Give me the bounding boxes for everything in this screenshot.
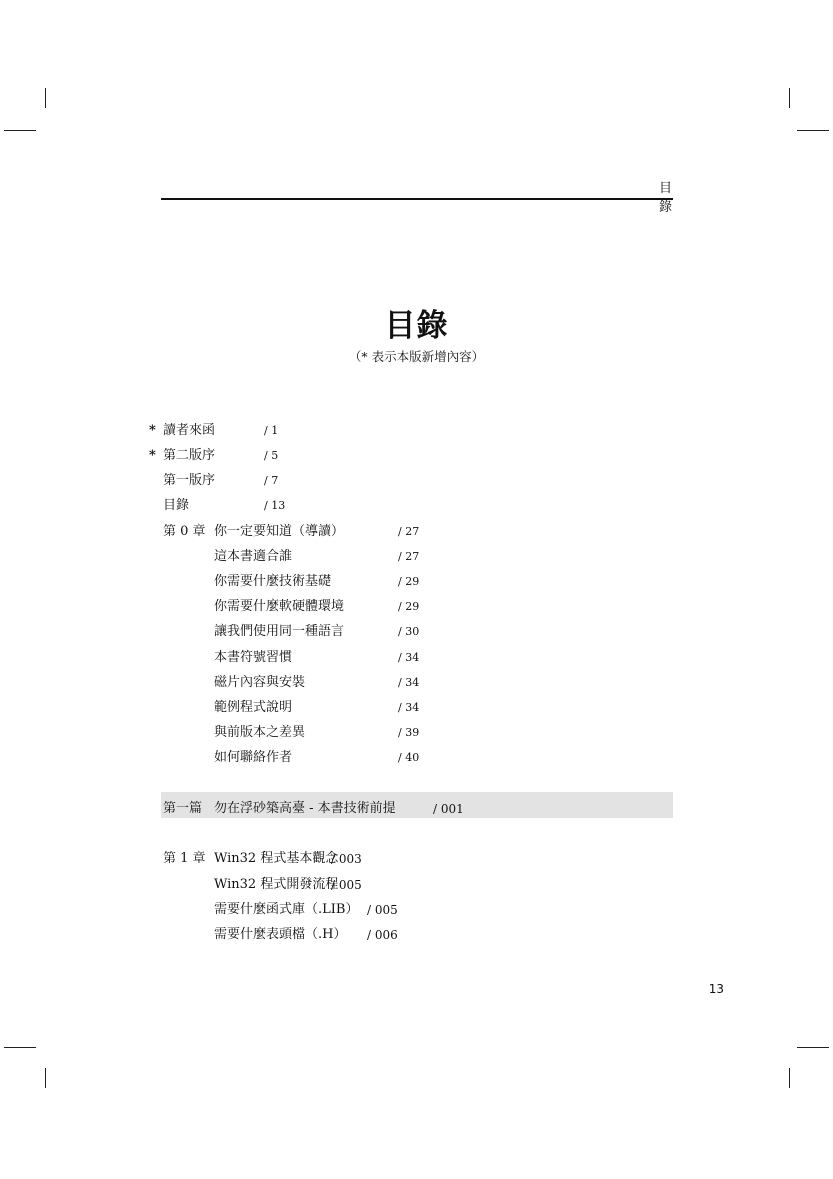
toc-entry-label: 範例程式說明: [214, 700, 293, 715]
toc-entry-label: 需要什麼表頭檔（.H）: [214, 927, 347, 942]
toc-entry-label: 磁片內容與安裝: [214, 675, 306, 690]
page-number: 13: [708, 982, 724, 996]
header-rule: [161, 198, 673, 200]
crop-mark: [797, 130, 829, 131]
toc-entry-label: 讓我們使用同一種語言: [214, 624, 345, 639]
page-title: 目錄: [384, 308, 449, 344]
toc-entry-page: / 27: [398, 550, 420, 563]
crop-mark: [4, 130, 36, 131]
toc-entry-label: 你需要什麼技術基礎: [214, 574, 332, 589]
toc-entry-page: / 001: [433, 802, 464, 816]
toc-entry-page: / 7: [264, 474, 279, 487]
new-marker: *: [149, 448, 156, 463]
toc-entry-label: 目錄: [163, 498, 190, 513]
toc-entry-label: 你一定要知道（導讀）: [214, 524, 345, 539]
crop-mark: [789, 1068, 790, 1088]
toc-entry-page: / 34: [398, 676, 420, 689]
toc-entry-page: / 29: [398, 600, 420, 613]
toc-entry-page: / 13: [264, 499, 286, 512]
crop-mark: [45, 88, 46, 108]
toc-entry-label: 讀者來函: [163, 423, 216, 438]
toc-entry-page: / 34: [398, 701, 420, 714]
toc-entry-label: 與前版本之差異: [214, 725, 306, 740]
toc-entry-label: 本書符號習慣: [214, 650, 293, 665]
part-label: 第一篇: [163, 801, 203, 816]
crop-mark: [45, 1068, 46, 1088]
toc-entry-label: 第二版序: [163, 448, 216, 463]
page-subtitle: （* 表示本版新增內容）: [348, 349, 485, 364]
toc-entry-page: / 40: [398, 751, 420, 764]
toc-entry-page: / 29: [398, 575, 420, 588]
toc-entry-page: / 39: [398, 726, 420, 739]
toc-entry-label: 你需要什麼軟硬體環境: [214, 599, 345, 614]
toc-entry-label: 第一版序: [163, 473, 216, 488]
running-head: 目 錄: [658, 181, 674, 215]
toc-entry-page: / 006: [367, 928, 398, 942]
toc-entry-page: / 005: [331, 878, 362, 892]
toc-entry-label: 需要什麼函式庫（.LIB）: [214, 902, 359, 917]
toc-entry-page: / 34: [398, 651, 420, 664]
chapter-label: 第 1 章: [163, 851, 206, 866]
toc-entry-page: / 5: [264, 449, 279, 462]
toc-entry-page: / 005: [367, 903, 398, 917]
toc-entry-page: / 1: [264, 424, 279, 437]
crop-mark: [797, 1047, 829, 1048]
toc-entry-label: 如何聯絡作者: [214, 750, 293, 765]
toc-entry-page: / 30: [398, 625, 420, 638]
crop-mark: [789, 88, 790, 108]
toc-entry-label: Win32 程式開發流程: [214, 877, 339, 892]
chapter-label: 第 0 章: [163, 524, 206, 539]
new-marker: *: [149, 423, 156, 438]
toc-entry-page: / 27: [398, 525, 420, 538]
crop-mark: [4, 1047, 36, 1048]
toc-entry-page: / 003: [331, 852, 362, 866]
part-title: 勿在浮砂築高臺 - 本書技術前提: [214, 801, 396, 816]
toc-entry-label: 這本書適合誰: [214, 549, 293, 564]
toc-entry-label: Win32 程式基本觀念: [214, 851, 339, 866]
